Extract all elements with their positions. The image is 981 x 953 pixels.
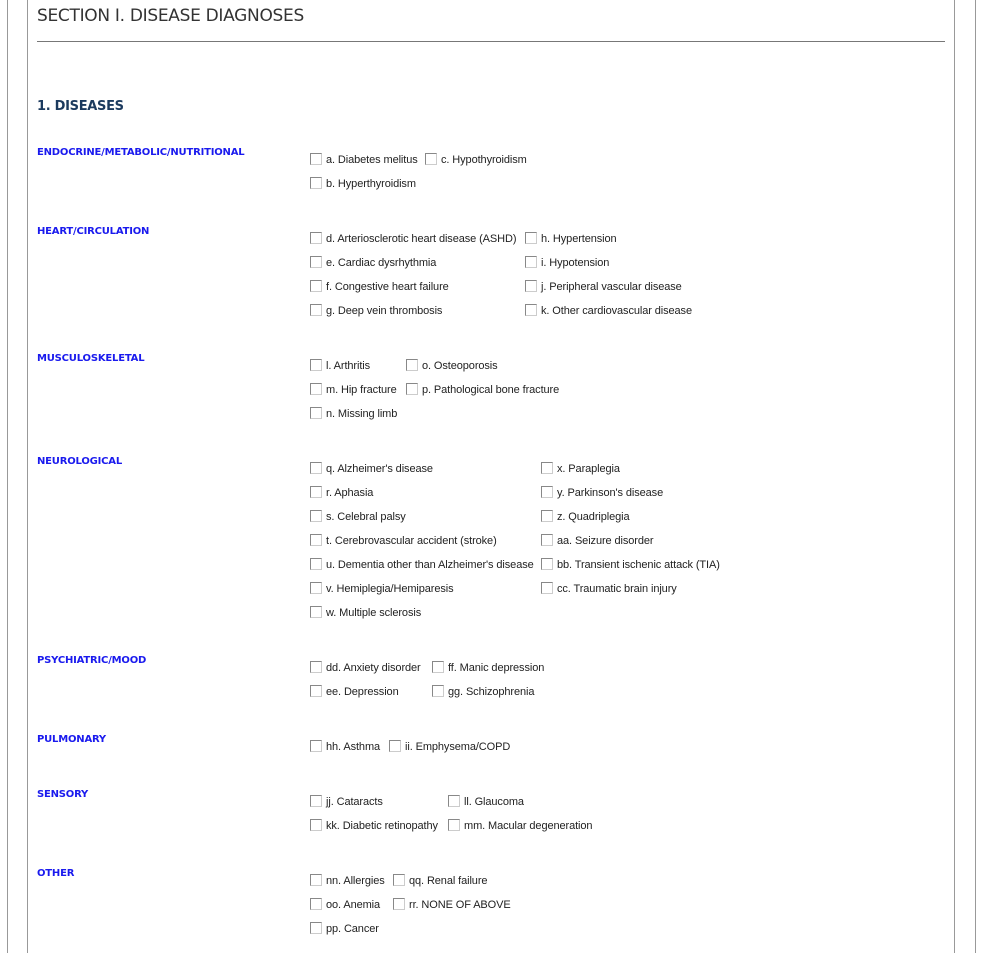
- group-label: OTHER: [37, 868, 75, 879]
- checkbox[interactable]: [310, 740, 322, 752]
- disease-checkbox-item[interactable]: [541, 581, 677, 597]
- checkbox-label: u. Dementia other than Alzheimer's disease: [326, 559, 534, 571]
- disease-checkbox-item[interactable]: [541, 461, 620, 477]
- disease-checkbox-item[interactable]: [525, 255, 609, 271]
- checkbox-label: v. Hemiplegia/Hemiparesis: [326, 583, 454, 595]
- checkbox[interactable]: [310, 795, 322, 807]
- disease-checkbox-item[interactable]: [541, 557, 720, 573]
- disease-checkbox-item[interactable]: [525, 279, 682, 295]
- disease-checkbox-item[interactable]: [310, 406, 397, 422]
- disease-checkbox-item[interactable]: [525, 303, 692, 319]
- disease-checkbox-item[interactable]: [393, 897, 511, 913]
- disease-checkbox-item[interactable]: [310, 533, 497, 549]
- checkbox-label: p. Pathological bone fracture: [422, 384, 560, 396]
- checkbox-label: mm. Macular degeneration: [464, 820, 593, 832]
- disease-checkbox-item[interactable]: [310, 794, 383, 810]
- checkbox-label: hh. Asthma: [326, 741, 381, 753]
- checkbox-label: f. Congestive heart failure: [326, 281, 449, 293]
- disease-checkbox-item[interactable]: [541, 485, 663, 501]
- group-label: ENDOCRINE/METABOLIC/NUTRITIONAL: [37, 147, 245, 158]
- group-label: PSYCHIATRIC/MOOD: [37, 655, 147, 666]
- checkbox[interactable]: [310, 407, 322, 419]
- checkbox-label: kk. Diabetic retinopathy: [326, 820, 438, 832]
- diseases-heading: 1. DISEASES: [37, 99, 124, 114]
- checkbox[interactable]: [406, 359, 418, 371]
- checkbox-label: jj. Cataracts: [326, 796, 383, 808]
- frame-border-left-outer: [7, 0, 8, 953]
- checkbox[interactable]: [432, 661, 444, 673]
- checkbox[interactable]: [393, 898, 405, 910]
- checkbox-label: h. Hypertension: [541, 233, 617, 245]
- checkbox[interactable]: [389, 740, 401, 752]
- checkbox-label: b. Hyperthyroidism: [326, 178, 416, 190]
- checkbox-label: gg. Schizophrenia: [448, 686, 535, 698]
- checkbox[interactable]: [310, 874, 322, 886]
- checkbox[interactable]: [310, 819, 322, 831]
- group-label: PULMONARY: [37, 734, 106, 745]
- checkbox[interactable]: [310, 582, 322, 594]
- checkbox[interactable]: [310, 558, 322, 570]
- checkbox-label: i. Hypotension: [541, 257, 610, 269]
- checkbox-label: rr. NONE OF ABOVE: [409, 899, 511, 911]
- checkbox-label: cc. Traumatic brain injury: [557, 583, 677, 595]
- frame-border-right-outer: [975, 0, 976, 953]
- checkbox-label: g. Deep vein thrombosis: [326, 305, 443, 317]
- checkbox[interactable]: [310, 462, 322, 474]
- checkbox[interactable]: [310, 685, 322, 697]
- disease-checkbox-item[interactable]: [310, 818, 438, 834]
- disease-checkbox-item[interactable]: [310, 176, 416, 192]
- group-label: NEUROLOGICAL: [37, 456, 123, 467]
- checkbox[interactable]: [541, 462, 553, 474]
- disease-checkbox-item[interactable]: [310, 279, 449, 295]
- checkbox[interactable]: [310, 922, 322, 934]
- disease-checkbox-item[interactable]: [393, 873, 487, 889]
- checkbox[interactable]: [310, 510, 322, 522]
- checkbox[interactable]: [310, 661, 322, 673]
- checkbox[interactable]: [310, 534, 322, 546]
- checkbox[interactable]: [541, 558, 553, 570]
- checkbox-label: q. Alzheimer's disease: [326, 463, 433, 475]
- checkbox-label: j. Peripheral vascular disease: [541, 281, 682, 293]
- checkbox[interactable]: [448, 819, 460, 831]
- disease-checkbox-item[interactable]: [525, 231, 617, 247]
- checkbox[interactable]: [425, 153, 437, 165]
- disease-checkbox-item[interactable]: [310, 231, 516, 247]
- disease-checkbox-item[interactable]: [310, 382, 397, 398]
- checkbox-label: n. Missing limb: [326, 408, 398, 420]
- checkbox-label: z. Quadriplegia: [557, 511, 630, 523]
- disease-checkbox-item[interactable]: [310, 921, 379, 937]
- checkbox[interactable]: [393, 874, 405, 886]
- disease-checkbox-item[interactable]: [310, 358, 370, 374]
- checkbox-label: r. Aphasia: [326, 487, 374, 499]
- checkbox[interactable]: [310, 304, 322, 316]
- checkbox-label: dd. Anxiety disorder: [326, 662, 421, 674]
- checkbox-label: m. Hip fracture: [326, 384, 397, 396]
- checkbox-label: pp. Cancer: [326, 923, 379, 935]
- disease-checkbox-item[interactable]: [310, 152, 418, 168]
- checkbox[interactable]: [448, 795, 460, 807]
- checkbox-label: s. Celebral palsy: [326, 511, 406, 523]
- checkbox[interactable]: [525, 232, 537, 244]
- disease-checkbox-item[interactable]: [310, 509, 406, 525]
- checkbox[interactable]: [541, 582, 553, 594]
- disease-checkbox-item[interactable]: [425, 152, 527, 168]
- checkbox-label: ff. Manic depression: [448, 662, 545, 674]
- checkbox-label: w. Multiple sclerosis: [326, 607, 422, 619]
- checkbox-label: y. Parkinson's disease: [557, 487, 664, 499]
- checkbox-label: aa. Seizure disorder: [557, 535, 654, 547]
- disease-checkbox-item[interactable]: [310, 485, 373, 501]
- frame-border-left-inner: [27, 0, 28, 953]
- group-label: SENSORY: [37, 789, 89, 800]
- checkbox[interactable]: [310, 606, 322, 618]
- checkbox-label: bb. Transient ischenic attack (TIA): [557, 559, 720, 571]
- disease-checkbox-item[interactable]: [448, 818, 592, 834]
- checkbox[interactable]: [432, 685, 444, 697]
- group-label: HEART/CIRCULATION: [37, 226, 150, 237]
- checkbox[interactable]: [525, 280, 537, 292]
- disease-checkbox-item[interactable]: [448, 794, 524, 810]
- disease-checkbox-item[interactable]: [541, 533, 653, 549]
- disease-checkbox-item[interactable]: [310, 255, 436, 271]
- disease-checkbox-item[interactable]: [310, 605, 421, 621]
- disease-checkbox-item[interactable]: [310, 557, 534, 573]
- checkbox[interactable]: [310, 232, 322, 244]
- checkbox-label: l. Arthritis: [326, 360, 371, 372]
- checkbox-label: oo. Anemia: [326, 899, 381, 911]
- disease-checkbox-item[interactable]: [432, 684, 534, 700]
- disease-checkbox-item[interactable]: [432, 660, 544, 676]
- disease-checkbox-item[interactable]: [310, 684, 399, 700]
- checkbox-label: qq. Renal failure: [409, 875, 488, 887]
- checkbox-label: o. Osteoporosis: [422, 360, 498, 372]
- section-title: SECTION I. DISEASE DIAGNOSES: [37, 6, 304, 26]
- checkbox-label: ii. Emphysema/COPD: [405, 741, 511, 753]
- disease-checkbox-item[interactable]: [310, 581, 454, 597]
- checkbox[interactable]: [310, 359, 322, 371]
- checkbox-label: c. Hypothyroidism: [441, 154, 527, 166]
- checkbox[interactable]: [310, 280, 322, 292]
- checkbox[interactable]: [310, 486, 322, 498]
- disease-checkbox-item[interactable]: [310, 461, 433, 477]
- checkbox-label: x. Paraplegia: [557, 463, 620, 475]
- disease-checkbox-item[interactable]: [406, 358, 498, 374]
- frame-border-right-inner: [954, 0, 955, 953]
- disease-checkbox-item[interactable]: [310, 660, 421, 676]
- checkbox[interactable]: [406, 383, 418, 395]
- checkbox-label: ee. Depression: [326, 686, 399, 698]
- checkbox[interactable]: [310, 898, 322, 910]
- disease-checkbox-item[interactable]: [310, 897, 380, 913]
- disease-checkbox-item[interactable]: [406, 382, 559, 398]
- disease-checkbox-item[interactable]: [310, 303, 442, 319]
- disease-checkbox-item[interactable]: [310, 873, 385, 889]
- checkbox[interactable]: [525, 256, 537, 268]
- checkbox[interactable]: [310, 177, 322, 189]
- divider: [37, 41, 945, 42]
- checkbox-label: a. Diabetes melitus: [326, 154, 418, 166]
- checkbox[interactable]: [541, 534, 553, 546]
- checkbox[interactable]: [525, 304, 537, 316]
- checkbox[interactable]: [310, 383, 322, 395]
- checkbox[interactable]: [310, 256, 322, 268]
- checkbox-label: t. Cerebrovascular accident (stroke): [326, 535, 497, 547]
- checkbox-label: d. Arteriosclerotic heart disease (ASHD): [326, 233, 517, 245]
- checkbox-label: e. Cardiac dysrhythmia: [326, 257, 437, 269]
- disease-checkbox-item[interactable]: [310, 739, 380, 755]
- checkbox-label: ll. Glaucoma: [464, 796, 524, 808]
- checkbox[interactable]: [541, 486, 553, 498]
- disease-checkbox-item[interactable]: [389, 739, 510, 755]
- checkbox[interactable]: [310, 153, 322, 165]
- checkbox-label: nn. Allergies: [326, 875, 385, 887]
- disease-checkbox-item[interactable]: [541, 509, 630, 525]
- checkbox-label: k. Other cardiovascular disease: [541, 305, 692, 317]
- group-label: MUSCULOSKELETAL: [37, 353, 145, 364]
- checkbox[interactable]: [541, 510, 553, 522]
